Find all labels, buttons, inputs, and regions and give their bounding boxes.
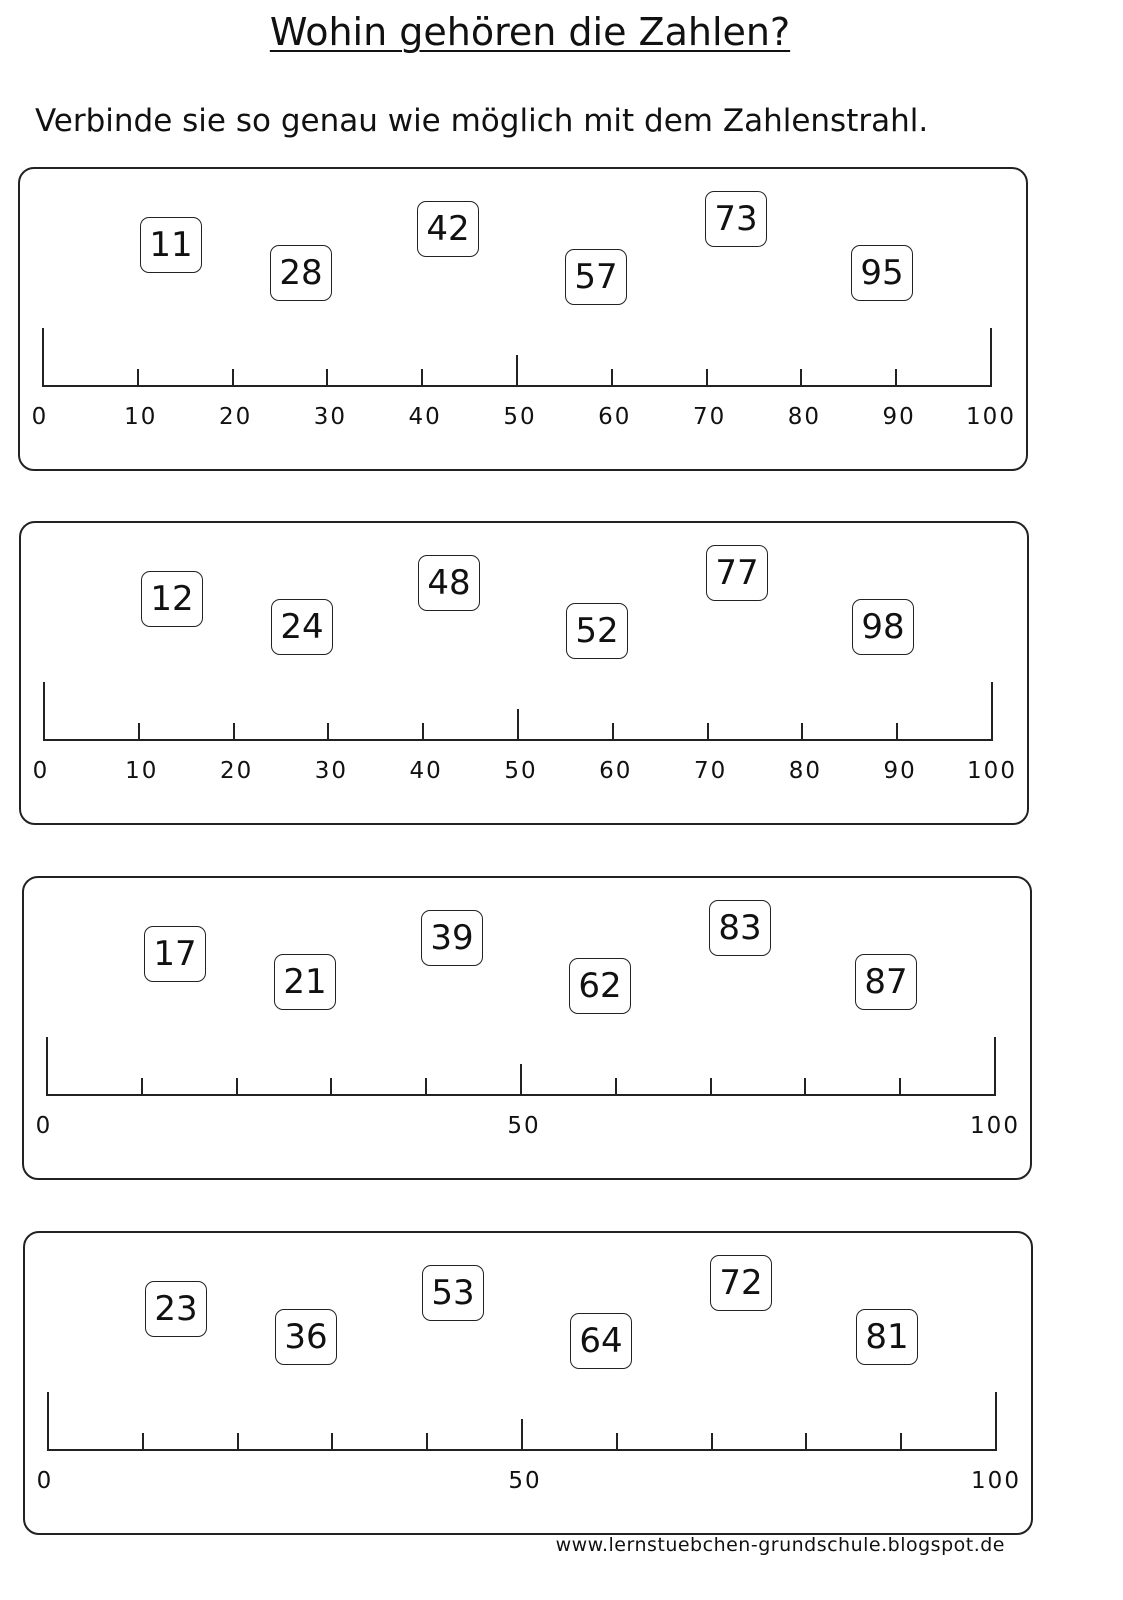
- axis-tick-label: 100: [970, 1113, 1020, 1139]
- number-card[interactable]: 42: [417, 201, 479, 257]
- axis-tick: [517, 709, 519, 739]
- axis-tick-label: 40: [408, 404, 442, 430]
- axis-tick-label: 0: [36, 1468, 54, 1494]
- axis-tick: [520, 1064, 522, 1094]
- axis-tick-label: 90: [883, 758, 917, 784]
- number-card[interactable]: 64: [570, 1313, 632, 1369]
- number-line-axis: [46, 1094, 996, 1096]
- axis-tick-label: 20: [219, 758, 254, 784]
- axis-tick-label: 50: [507, 1113, 541, 1139]
- axis-tick: [331, 1433, 333, 1449]
- axis-tick: [421, 369, 423, 385]
- axis-tick: [990, 328, 992, 385]
- number-card[interactable]: 62: [569, 958, 631, 1014]
- axis-tick: [895, 369, 897, 385]
- number-card[interactable]: 52: [566, 603, 628, 659]
- number-line-axis: [43, 739, 993, 741]
- axis-tick: [137, 369, 139, 385]
- axis-tick: [899, 1078, 901, 1094]
- instruction-text: Verbinde sie so genau wie möglich mit dem Zahlenstrahl.: [35, 103, 929, 139]
- axis-tick: [615, 1078, 617, 1094]
- number-card[interactable]: 24: [271, 599, 333, 655]
- axis-tick: [801, 723, 803, 739]
- axis-tick: [330, 1078, 332, 1094]
- axis-tick-label: 30: [313, 404, 348, 430]
- number-card[interactable]: 23: [145, 1281, 207, 1337]
- axis-tick-label: 0: [32, 758, 50, 784]
- axis-tick-label: 60: [599, 758, 633, 784]
- axis-tick-label: 20: [218, 404, 253, 430]
- axis-tick-label: 10: [125, 758, 159, 784]
- axis-tick: [991, 682, 993, 739]
- axis-tick-label: 90: [882, 404, 916, 430]
- number-card[interactable]: 83: [709, 900, 771, 956]
- axis-tick: [707, 723, 709, 739]
- axis-tick-label: 70: [693, 758, 728, 784]
- axis-tick: [326, 369, 328, 385]
- number-card[interactable]: 57: [565, 249, 627, 305]
- axis-tick: [425, 1078, 427, 1094]
- axis-tick-label: 30: [314, 758, 349, 784]
- axis-tick-label: 0: [35, 1113, 53, 1139]
- number-card[interactable]: 95: [851, 245, 913, 301]
- number-card[interactable]: 87: [855, 954, 917, 1010]
- number-card[interactable]: 48: [418, 555, 480, 611]
- worksheet-title: Wohin gehören die Zahlen?: [269, 10, 791, 54]
- axis-tick: [237, 1433, 239, 1449]
- axis-tick-label: 80: [788, 758, 823, 784]
- number-line-axis: [47, 1449, 997, 1451]
- axis-tick-label: 100: [971, 1468, 1021, 1494]
- axis-tick: [138, 723, 140, 739]
- number-card[interactable]: 77: [706, 545, 768, 601]
- axis-tick: [47, 1392, 49, 1449]
- axis-tick-label: 100: [967, 758, 1017, 784]
- axis-tick: [994, 1037, 996, 1094]
- axis-tick: [42, 328, 44, 385]
- number-card[interactable]: 73: [705, 191, 767, 247]
- axis-tick: [612, 723, 614, 739]
- axis-tick: [896, 723, 898, 739]
- axis-tick: [611, 369, 613, 385]
- axis-tick-label: 50: [504, 758, 538, 784]
- axis-tick-label: 60: [598, 404, 632, 430]
- axis-tick: [706, 369, 708, 385]
- axis-tick: [426, 1433, 428, 1449]
- axis-tick-label: 80: [787, 404, 822, 430]
- axis-tick-label: 50: [503, 404, 537, 430]
- footer-url: www.lernstuebchen-grundschule.blogspot.de: [555, 1534, 1005, 1556]
- axis-tick: [422, 723, 424, 739]
- axis-tick: [233, 723, 235, 739]
- axis-tick: [232, 369, 234, 385]
- axis-tick-label: 10: [124, 404, 158, 430]
- axis-tick: [804, 1078, 806, 1094]
- axis-tick: [141, 1078, 143, 1094]
- axis-tick: [236, 1078, 238, 1094]
- number-card[interactable]: 81: [856, 1309, 918, 1365]
- number-card[interactable]: 17: [144, 926, 206, 982]
- number-card[interactable]: 39: [421, 910, 483, 966]
- number-card[interactable]: 11: [140, 217, 202, 273]
- number-card[interactable]: 53: [422, 1265, 484, 1321]
- number-card[interactable]: 36: [275, 1309, 337, 1365]
- axis-tick: [43, 682, 45, 739]
- axis-tick-label: 70: [692, 404, 727, 430]
- number-card[interactable]: 72: [710, 1255, 772, 1311]
- number-card[interactable]: 12: [141, 571, 203, 627]
- axis-tick-label: 0: [31, 404, 49, 430]
- number-line-axis: [42, 385, 992, 387]
- axis-tick: [616, 1433, 618, 1449]
- axis-tick: [516, 355, 518, 385]
- axis-tick: [46, 1037, 48, 1094]
- axis-tick: [710, 1078, 712, 1094]
- axis-tick: [142, 1433, 144, 1449]
- axis-tick-label: 40: [409, 758, 443, 784]
- axis-tick-label: 50: [508, 1468, 542, 1494]
- axis-tick: [327, 723, 329, 739]
- number-card[interactable]: 21: [274, 954, 336, 1010]
- axis-tick: [711, 1433, 713, 1449]
- axis-tick-label: 100: [966, 404, 1016, 430]
- axis-tick: [995, 1392, 997, 1449]
- number-card[interactable]: 98: [852, 599, 914, 655]
- axis-tick: [521, 1419, 523, 1449]
- axis-tick: [900, 1433, 902, 1449]
- axis-tick: [805, 1433, 807, 1449]
- number-card[interactable]: 28: [270, 245, 332, 301]
- axis-tick: [800, 369, 802, 385]
